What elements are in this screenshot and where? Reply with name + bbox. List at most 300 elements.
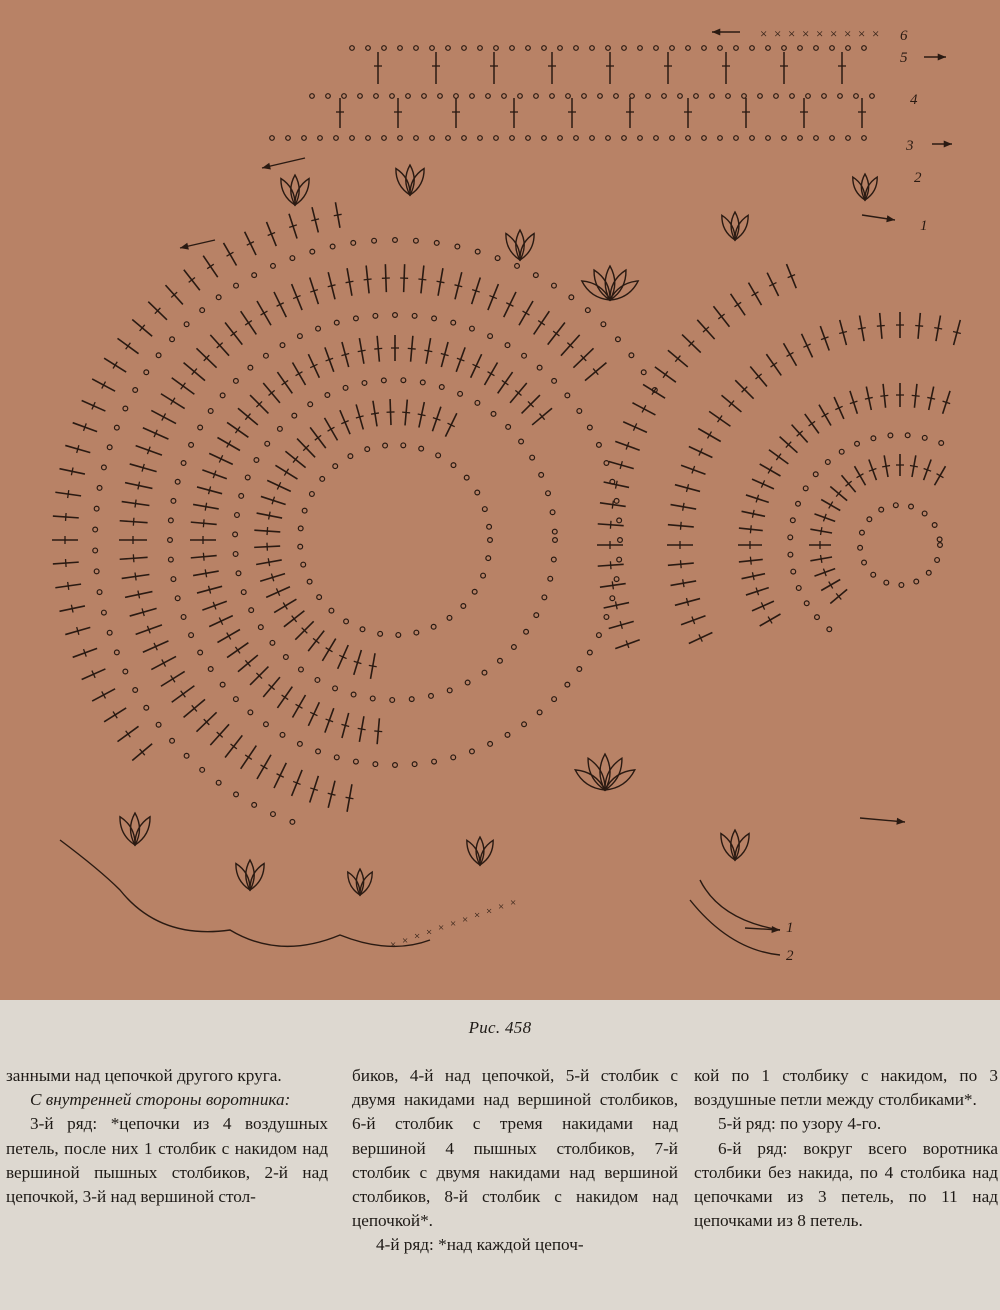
chain-loop: [451, 320, 456, 325]
chain-loop: [905, 433, 910, 438]
chain-loop: [486, 556, 491, 561]
chain-loop: [937, 537, 942, 542]
chain-loop: [862, 136, 867, 141]
chain-loop: [491, 412, 496, 417]
chain-loop: [381, 378, 386, 383]
chain-loop: [803, 486, 808, 491]
chain-loop: [782, 136, 787, 141]
sc-mark: ×: [816, 26, 824, 41]
chain-loop: [726, 94, 731, 99]
stitch-bar: [610, 521, 611, 529]
chain-loop: [390, 698, 395, 703]
sc-mark: ×: [390, 939, 397, 951]
chain-loop: [366, 46, 371, 51]
stitch-bar: [538, 321, 545, 325]
chain-loop: [774, 94, 779, 99]
stitch-bar: [821, 555, 822, 563]
chain-loop: [558, 136, 563, 141]
chain-loop: [372, 238, 377, 243]
chain-loop: [252, 802, 257, 807]
stitch-bar: [346, 797, 354, 798]
sc-mark: ×: [486, 905, 493, 918]
stitch-bar: [934, 328, 942, 329]
chain-loop: [382, 46, 387, 51]
figure-caption: Рис. 458: [468, 1018, 532, 1037]
chain-loop: [537, 710, 542, 715]
chain-loop: [506, 424, 511, 429]
chain-loop: [350, 136, 355, 141]
chain-loop: [329, 608, 334, 613]
sc-mark: ×: [760, 26, 768, 41]
chain-loop: [926, 570, 931, 575]
chain-loop: [462, 46, 467, 51]
stitch-bar: [680, 560, 681, 568]
chain-loop: [168, 538, 173, 543]
stitch-bar: [126, 343, 131, 349]
chain-loop: [334, 136, 339, 141]
chain-loop: [860, 530, 865, 535]
stitch-marks: [52, 202, 961, 812]
chain-loop: [439, 385, 444, 390]
chain-loop: [524, 629, 529, 634]
chain-loop: [914, 579, 919, 584]
paragraph: 3-й ряд: *цепочки из 4 воздушных петель, после них 1 столбик с накидом над вершиной пышных столбиков, 2-й над цепочкой, 3-й над вершиной стол-: [6, 1114, 328, 1207]
chain-loop: [510, 136, 515, 141]
chain-loop: [419, 446, 424, 451]
chain-loop: [170, 337, 175, 342]
chain-loop: [248, 710, 253, 715]
chain-loop: [168, 557, 173, 562]
chain-loop: [871, 436, 876, 441]
chain-loop: [470, 749, 475, 754]
chain-loop: [144, 370, 149, 375]
chain-loop: [790, 94, 795, 99]
chain-loop: [317, 595, 322, 600]
stitch-bar: [133, 518, 134, 526]
chain-loop: [798, 46, 803, 51]
chain-loop: [315, 678, 320, 683]
chain-loop: [446, 136, 451, 141]
paragraph: занными над цепочкой другого круга.: [6, 1066, 282, 1085]
chain-loop: [362, 381, 367, 386]
stitch-bar: [203, 553, 204, 561]
stitch-bar: [205, 503, 206, 511]
chain-loop: [265, 441, 270, 446]
chain-loop: [862, 560, 867, 565]
chain-loop: [815, 615, 820, 620]
chain-loop: [175, 596, 180, 601]
chain-loop: [414, 630, 419, 635]
chain-loop: [233, 552, 238, 557]
chain-loop: [478, 136, 483, 141]
stitch-bar: [207, 264, 214, 268]
chain-loop: [264, 353, 269, 358]
chain-loop: [614, 577, 619, 582]
chain-loop: [216, 295, 221, 300]
chain-loop: [718, 136, 723, 141]
row-label-4: 4: [910, 92, 918, 108]
chain-loop: [465, 680, 470, 685]
chain-loop: [333, 464, 338, 469]
chain-loop: [604, 461, 609, 466]
chain-loop: [495, 256, 500, 261]
chain-loop: [420, 380, 425, 385]
stitch-bar: [910, 466, 918, 467]
stitch-bar: [371, 413, 379, 414]
chain-loop: [825, 460, 830, 465]
edge-line: [60, 840, 433, 946]
chain-loop: [478, 46, 483, 51]
arrow-head: [944, 140, 952, 147]
stitch-bar: [683, 503, 684, 511]
chain-loop: [604, 615, 609, 620]
chain-loop: [454, 94, 459, 99]
stitch-bar: [282, 380, 289, 385]
chain-loop: [436, 453, 441, 458]
chain-loop: [822, 94, 827, 99]
chain-loop: [498, 658, 503, 663]
chain-loop: [512, 645, 517, 650]
chain-loop: [181, 615, 186, 620]
chain-loop: [171, 577, 176, 582]
arrow-head: [772, 926, 780, 933]
chain-loop: [614, 94, 619, 99]
chain-loop: [446, 46, 451, 51]
stitch-bar: [663, 371, 668, 377]
sc-mark: ×: [450, 918, 457, 930]
chain-loop: [470, 94, 475, 99]
stitch-bar: [776, 454, 781, 460]
chain-loop: [430, 136, 435, 141]
stitch-bar: [138, 591, 140, 599]
sc-mark: ×: [774, 26, 782, 41]
chain-loop: [867, 517, 872, 522]
stitch-bar: [133, 554, 134, 562]
stitch-bar: [346, 281, 354, 282]
chain-loop: [550, 510, 555, 515]
chain-loop: [290, 256, 295, 261]
chain-loop: [481, 573, 486, 578]
stitch-bar: [66, 513, 67, 521]
stitch-bar: [71, 605, 73, 613]
chain-loop: [220, 393, 225, 398]
chain-loop: [806, 94, 811, 99]
chain-loop: [487, 524, 492, 529]
chain-loop: [383, 443, 388, 448]
chain-loop: [710, 94, 715, 99]
chain-loop: [598, 94, 603, 99]
chain-loop: [565, 393, 570, 398]
arrow-head: [938, 53, 946, 60]
chain-loop: [216, 780, 221, 785]
chain-loop: [354, 759, 359, 764]
sc-mark: ×: [788, 26, 796, 41]
chain-loop: [286, 136, 291, 141]
chain-loop: [548, 576, 553, 581]
chain-loop: [298, 742, 303, 747]
chain-loop: [630, 94, 635, 99]
chain-loop: [884, 580, 889, 585]
chain-loop: [406, 94, 411, 99]
stitch-bar: [267, 527, 268, 535]
stitch-bar: [927, 397, 935, 399]
top-rows: [270, 26, 880, 140]
stitch-bar: [882, 466, 890, 467]
chain-loop: [198, 650, 203, 655]
chain-loop: [566, 94, 571, 99]
chain-loop: [938, 543, 943, 548]
chain-loop: [330, 244, 335, 249]
text-column-2: [352, 1064, 678, 1258]
chain-loop: [208, 667, 213, 672]
stitch-bar: [680, 522, 681, 530]
stitch-bar: [269, 512, 271, 520]
chain-loop: [432, 316, 437, 321]
direction-arrows: [60, 28, 952, 955]
stitch-bar: [612, 581, 613, 589]
chain-loop: [271, 264, 276, 269]
chain-loop: [351, 241, 356, 246]
sc-mark: ×: [426, 926, 433, 939]
stitch-bar: [865, 397, 873, 399]
row-label-3: 3: [906, 138, 914, 154]
chain-loop: [542, 46, 547, 51]
chain-loop: [702, 46, 707, 51]
stitch-bar: [408, 348, 416, 349]
sc-mark: ×: [414, 930, 421, 943]
chain-loop: [597, 443, 602, 448]
chain-loop: [552, 283, 557, 288]
chain-loop: [505, 343, 510, 348]
chain-loop: [899, 583, 904, 588]
row-label-2: 2: [914, 170, 922, 186]
stitch-bar: [880, 395, 888, 396]
chain-loop: [838, 94, 843, 99]
chain-loop: [390, 94, 395, 99]
chain-loop: [298, 526, 303, 531]
chain-loop: [252, 273, 257, 278]
chain-loop: [354, 316, 359, 321]
chain-loop: [270, 640, 275, 645]
leaf-motifs: [120, 165, 877, 895]
chain-loop: [278, 426, 283, 431]
chain-loop: [597, 633, 602, 638]
chain-loop: [734, 46, 739, 51]
chain-loop: [280, 732, 285, 737]
chain-loop: [522, 353, 527, 358]
chain-loop: [830, 46, 835, 51]
stitch-bar: [437, 281, 445, 282]
chain-loop: [939, 441, 944, 446]
chain-loop: [846, 136, 851, 141]
chain-loop: [587, 650, 592, 655]
chain-loop: [718, 46, 723, 51]
chain-loop: [534, 94, 539, 99]
chain-loop: [316, 326, 321, 331]
stitch-bar: [612, 501, 613, 509]
stitch-bar: [424, 350, 432, 351]
stitch-bar: [616, 481, 618, 489]
chain-loop: [617, 518, 622, 523]
chain-loop: [870, 94, 875, 99]
chain-loop: [451, 463, 456, 468]
stitch-bar: [282, 695, 289, 700]
chain-loop: [638, 46, 643, 51]
chain-loop: [455, 244, 460, 249]
stitch-bar: [68, 490, 69, 498]
chain-loop: [133, 388, 138, 393]
chain-loop: [358, 94, 363, 99]
stitch-bar: [374, 731, 382, 732]
chain-loop: [234, 283, 239, 288]
stitch-bar: [402, 412, 410, 413]
chain-loop: [606, 136, 611, 141]
row-label-6: 6: [900, 28, 908, 44]
chain-loop: [622, 136, 627, 141]
chain-loop: [796, 586, 801, 591]
chain-loop: [198, 425, 203, 430]
chain-loop: [814, 46, 819, 51]
chain-loop: [750, 46, 755, 51]
chain-loop: [451, 755, 456, 760]
sc-mark: ×: [474, 909, 481, 922]
stitch-bar: [915, 325, 923, 326]
stitch-bar: [138, 482, 140, 490]
chain-loop: [308, 402, 313, 407]
chain-loop: [393, 238, 398, 243]
chain-loop: [344, 619, 349, 624]
chain-loop: [577, 667, 582, 672]
stitch-bar: [66, 559, 67, 567]
chain-loop: [686, 46, 691, 51]
chain-loop: [200, 308, 205, 313]
stitch-bar: [135, 573, 136, 581]
chain-loop: [614, 499, 619, 504]
stitch-bar: [858, 328, 866, 329]
chain-loop: [373, 762, 378, 767]
stitch-bar: [418, 414, 426, 416]
chain-loop: [922, 435, 927, 440]
chain-loop: [97, 486, 102, 491]
chain-loop: [686, 136, 691, 141]
chain-loop: [462, 136, 467, 141]
stitch-bar: [735, 302, 742, 306]
chain-loop: [587, 425, 592, 430]
chain-loop: [827, 627, 832, 632]
chain-loop: [350, 46, 355, 51]
stitch-bar: [181, 691, 186, 697]
chain-loop: [254, 458, 259, 463]
chain-loop: [366, 136, 371, 141]
chain-loop: [233, 532, 238, 537]
chain-loop: [458, 391, 463, 396]
chain-loop: [94, 569, 99, 574]
chain-loop: [258, 625, 263, 630]
chain-loop: [326, 94, 331, 99]
chain-loop: [585, 308, 590, 313]
chain-loop: [325, 393, 330, 398]
chain-loop: [414, 238, 419, 243]
chain-loop: [334, 320, 339, 325]
chain-loop: [234, 697, 239, 702]
chain-loop: [310, 249, 315, 254]
chain-loop: [393, 313, 398, 318]
chain-loop: [200, 767, 205, 772]
arrow-head: [180, 243, 189, 250]
stitch-bar: [750, 525, 751, 533]
chain-loop: [334, 755, 339, 760]
paragraph: 4-й ряд: *над каждой цепоч-: [376, 1235, 584, 1255]
chain-loop: [393, 763, 398, 768]
chain-loop: [235, 513, 240, 518]
chain-loop: [646, 94, 651, 99]
text-column-3: [694, 1064, 998, 1233]
chain-loop: [414, 136, 419, 141]
chain-loop: [93, 548, 98, 553]
sc-mark: ×: [844, 26, 852, 41]
chain-loop: [888, 433, 893, 438]
chain-loop: [431, 624, 436, 629]
chain-loop: [537, 365, 542, 370]
chain-loop: [813, 472, 818, 477]
chain-loop: [412, 313, 417, 318]
chain-loop: [574, 136, 579, 141]
chain-loop: [123, 669, 128, 674]
chain-loop: [401, 443, 406, 448]
chain-loop: [565, 682, 570, 687]
chain-loop: [574, 46, 579, 51]
chain-loop: [494, 46, 499, 51]
chain-loop: [373, 313, 378, 318]
chain-loop: [464, 475, 469, 480]
chain-loop: [551, 557, 556, 562]
chain-loop: [422, 94, 427, 99]
chain-loop: [782, 46, 787, 51]
chain-loop: [510, 46, 515, 51]
chain-loop: [622, 46, 627, 51]
chain-loop: [791, 569, 796, 574]
chain-loop: [208, 409, 213, 414]
chain-loop: [461, 604, 466, 609]
chain-loop: [662, 94, 667, 99]
chain-loop: [310, 492, 315, 497]
chain-loop: [590, 46, 595, 51]
chain-loop: [670, 46, 675, 51]
chain-loop: [307, 579, 312, 584]
chain-loop: [814, 136, 819, 141]
chain-loop: [798, 136, 803, 141]
chain-loop: [871, 572, 876, 577]
chain-loop: [670, 136, 675, 141]
sc-mark: ×: [498, 901, 505, 914]
chain-loop: [475, 400, 480, 405]
chain-loop: [629, 353, 634, 358]
stitch-bar: [126, 731, 131, 737]
chain-loop: [552, 379, 557, 384]
chain-loop: [526, 136, 531, 141]
chain-loop: [249, 608, 254, 613]
chain-loop: [184, 322, 189, 327]
stitch-bar: [374, 348, 382, 349]
chain-loop: [846, 46, 851, 51]
stitch-bar: [68, 582, 69, 590]
chain-loop: [409, 697, 414, 702]
stitch-bar: [610, 561, 611, 569]
chain-loop: [171, 499, 176, 504]
chain-loop: [519, 439, 524, 444]
chain-loop: [447, 688, 452, 693]
chain-loop: [678, 94, 683, 99]
